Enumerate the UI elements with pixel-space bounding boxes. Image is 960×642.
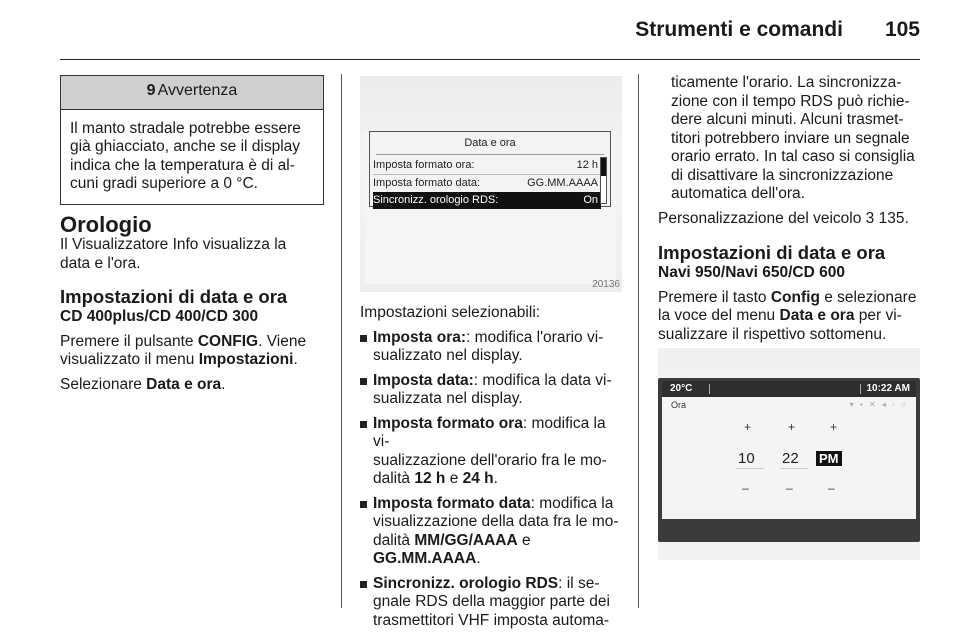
menu-panel xyxy=(369,131,611,207)
warning-line: Il manto stradale potrebbe essere xyxy=(70,119,301,137)
page-header xyxy=(635,18,920,42)
text: visualizzazione della data fra le mo- xyxy=(373,513,619,530)
format-value: 12 h xyxy=(414,470,446,487)
minute-plus-icon: + xyxy=(788,420,796,434)
display-screen xyxy=(662,381,916,519)
menu-row-value: GG.MM.AAAA xyxy=(527,177,598,189)
column-right xyxy=(658,74,922,344)
text: Premere il tasto xyxy=(658,288,771,306)
ampm-minus-icon: – xyxy=(828,481,835,495)
hour-value: 10 xyxy=(738,450,755,467)
list-item xyxy=(360,415,622,489)
text: dalità xyxy=(373,470,415,487)
minute-value: 22 xyxy=(782,450,799,467)
text: : il se- xyxy=(558,574,600,592)
text: : modifica la vi- xyxy=(373,414,606,450)
cross-reference xyxy=(658,210,922,229)
text: : modifica la data vi- xyxy=(473,371,612,389)
column-left xyxy=(60,74,324,394)
text: . xyxy=(476,550,481,567)
text: : modifica la xyxy=(530,494,614,512)
menu-item-ref: Data e ora xyxy=(146,375,222,393)
section-heading-clock: Orologio xyxy=(60,211,152,237)
clock-intro xyxy=(60,236,324,273)
page-number: 105 xyxy=(884,18,920,41)
option-term: Imposta formato data xyxy=(373,494,531,512)
option-term: Imposta formato ora xyxy=(373,414,523,432)
text: . Viene xyxy=(258,332,307,350)
display-screen xyxy=(365,131,616,284)
text: e selezionare xyxy=(819,288,917,306)
text: gnale RDS della maggior parte dei xyxy=(373,593,610,610)
options-intro: Impostazioni selezionabili: xyxy=(360,304,541,321)
menu-row-label: Sincronizz. orologio RDS: xyxy=(373,194,499,206)
text-line: orario errato. In tal caso si consiglia xyxy=(671,148,915,165)
text: . xyxy=(221,375,226,393)
menu-row xyxy=(373,157,601,174)
menu-row-value: On xyxy=(583,194,598,206)
arrow-ref-icon: 3 xyxy=(865,209,875,227)
underline xyxy=(780,468,808,469)
text-line: ticamente l'orario. La sincronizza- xyxy=(671,74,902,91)
list-item xyxy=(360,372,622,409)
menu-row-label: Imposta formato data: xyxy=(373,177,480,189)
text: trasmettitori VHF imposta automa- xyxy=(373,611,610,629)
menu-ref: Impostazioni xyxy=(198,351,294,368)
menu-row-value: 12 h xyxy=(576,159,598,171)
option-term: Imposta data: xyxy=(373,371,474,389)
menu-title: Data e ora xyxy=(376,132,604,155)
temperature: 20°C xyxy=(670,383,693,394)
config-button-ref: Config xyxy=(770,288,820,306)
text-line: zione con il tempo RDS può richie- xyxy=(671,92,910,110)
list-item xyxy=(360,575,622,631)
warning-header xyxy=(61,76,323,110)
page-ref: 135. xyxy=(874,209,909,227)
text-line: titori potrebbero inviare un segnale xyxy=(671,129,910,147)
text: e xyxy=(517,531,531,549)
config-button-ref: CONFIG xyxy=(197,332,259,350)
divider xyxy=(860,384,861,394)
text: e xyxy=(445,470,463,487)
warning-title: Avvertenza xyxy=(157,82,238,99)
column-divider-2 xyxy=(638,74,639,608)
hour-plus-icon: + xyxy=(744,420,752,434)
divider xyxy=(709,384,710,394)
hour-minus-icon: – xyxy=(742,481,749,495)
text-line: di disattivare la sincronizzazione xyxy=(671,166,894,184)
text: Personalizzazione del veicolo xyxy=(658,209,866,227)
scrollbar xyxy=(600,157,607,204)
menu-item-ref: Data e ora xyxy=(779,307,855,324)
text: : modifica l'orario vi- xyxy=(466,328,604,346)
text: sualizzare il rispettivo sottomenu. xyxy=(658,325,887,343)
warning-icon: 9 xyxy=(146,82,156,99)
warning-line: cuni gradi superiore a 0 °C. xyxy=(70,175,258,192)
warning-line: già ghiacciato, anche se il display xyxy=(70,138,301,155)
text: Selezionare xyxy=(60,375,147,393)
option-term: Imposta ora: xyxy=(373,328,467,346)
text: sualizzata nel display. xyxy=(373,390,523,407)
column-middle xyxy=(360,304,622,636)
warning-text xyxy=(61,110,323,204)
options-list xyxy=(360,329,622,631)
menu-row-label: Imposta formato ora: xyxy=(373,159,475,171)
format-value: 24 h xyxy=(462,470,494,487)
text: per vi- xyxy=(854,307,902,324)
text: Premere il pulsante xyxy=(60,332,198,350)
text: . xyxy=(293,351,298,368)
text-line: automatica dell'ora. xyxy=(671,185,805,202)
chapter-title: Strumenti e comandi xyxy=(635,18,843,41)
list-item xyxy=(360,495,622,569)
column-divider-1 xyxy=(341,74,342,608)
display-bezel xyxy=(658,378,920,542)
text: la voce del menu xyxy=(658,307,780,324)
minute-minus-icon: – xyxy=(786,481,793,495)
model-list: Navi 950/Navi 650/CD 600 xyxy=(658,264,845,281)
menu-row-selected xyxy=(373,192,601,209)
text-line: data e l'ora. xyxy=(60,254,141,272)
model-list: CD 400plus/CD 400/CD 300 xyxy=(60,308,259,325)
text-line: dere alcuni minuti. Alcuni trasmet- xyxy=(671,111,904,128)
figure-code: 20136 xyxy=(592,279,620,290)
format-value: GG.MM.AAAA xyxy=(373,550,477,567)
ampm-value: PM xyxy=(816,451,842,466)
text: sualizzato nel display. xyxy=(373,347,523,364)
text: . xyxy=(493,470,498,487)
instruction-config-navi xyxy=(658,289,922,345)
menu-label: Ora xyxy=(671,400,687,410)
option-term: Sincronizz. orologio RDS xyxy=(373,574,559,592)
status-bar xyxy=(662,381,916,397)
status-icons: ▾ ▪ ✕ ◂ ◦ ○ xyxy=(849,400,908,409)
text-line: Il Visualizzatore Info visualizza la xyxy=(60,236,287,253)
underline xyxy=(736,468,764,469)
subsection-heading-date-time-navi: Impostazioni di data e ora xyxy=(658,242,886,263)
instruction-config xyxy=(60,333,324,370)
display-photo-clock-setting xyxy=(658,348,920,560)
format-value: MM/GG/AAAA xyxy=(414,531,518,549)
warning-line: indica che la temperatura è di al- xyxy=(70,156,295,174)
ampm-plus-icon: + xyxy=(830,420,838,434)
list-item xyxy=(360,329,622,366)
menu-row xyxy=(373,174,601,192)
text: dalità xyxy=(373,531,415,549)
scrollbar-thumb xyxy=(601,158,606,176)
text: sualizzazione dell'orario fra le mo- xyxy=(373,451,607,469)
clock-time: 10:22 AM xyxy=(866,383,910,394)
text: visualizzato il menu xyxy=(60,351,199,368)
instruction-select xyxy=(60,376,324,395)
rds-continuation xyxy=(658,74,922,204)
subsection-heading-date-time: Impostazioni di data e ora xyxy=(60,286,288,307)
warning-box xyxy=(60,75,324,205)
display-photo-date-time-menu xyxy=(360,76,622,292)
header-rule xyxy=(60,59,920,60)
